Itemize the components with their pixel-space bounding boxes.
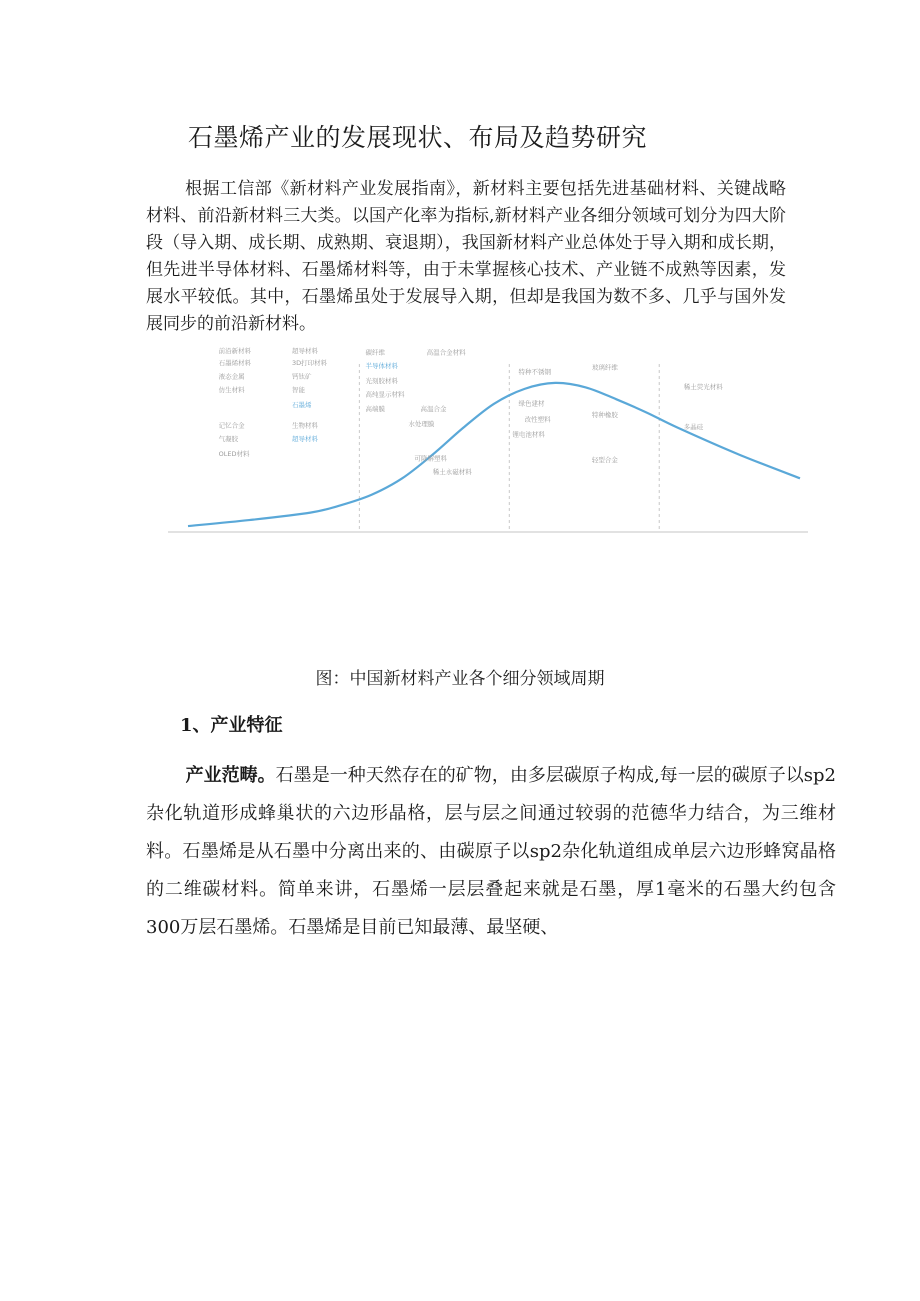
cycle-chart-svg (168, 347, 808, 540)
chart-label-33: 多晶硅 (683, 423, 704, 432)
industry-cycle-chart (168, 347, 808, 540)
figure-caption: 图：中国新材料产业各个细分领域周期 (315, 669, 605, 689)
chart-label-3: 石墨烯材料 (218, 359, 252, 368)
chart-label-5: 液态金属 (218, 372, 245, 381)
chart-label-21: 高温合金 (420, 405, 447, 414)
chart-label-25: 特种不锈钢 (518, 367, 551, 376)
chart-label-27: 绿色建材 (518, 399, 545, 408)
chart-label-20: 高端膜 (365, 405, 385, 414)
chart-label-31: 轻型合金 (591, 455, 618, 464)
chart-label-28: 特种橡胶 (591, 411, 618, 420)
chart-label-30: 锂电池材料 (512, 430, 545, 439)
body-lead: 产业范畴。 (185, 765, 276, 786)
section-heading: 1、产业特征 (180, 715, 283, 736)
chart-label-1: 前沿新材料 (218, 347, 252, 356)
chart-label-7: 仿生材料 (218, 385, 245, 394)
chart-label-13: 超导材料 (292, 435, 319, 444)
chart-label-22: 水处理膜 (408, 420, 435, 429)
body-text: 石墨是一种天然存在的矿物，由多层碳原子构成,每一层的碳原子以sp2杂化轨道形成蜂巢状的六边形晶格，层与层之间通过较弱的范德华力结合，为三维材料。石墨烯是从石墨中分离出来的、由碳原子以sp2杂化轨道组成单层六边形蜂窝晶格的二维碳材料。简单来讲，石墨烯一层层叠起来就是石墨，厚1毫米的石墨大约包含300万层石墨烯。石墨烯是目前已知最薄、最坚硬、 (146, 765, 837, 938)
chart-label-11: 生物材料 (292, 421, 319, 430)
chart-label-12: 气凝胶 (218, 435, 239, 444)
chart-label-4: 3D打印材料 (292, 359, 328, 368)
chart-label-15: 碳纤维 (365, 348, 385, 357)
chart-label-6: 钙钛矿 (292, 372, 312, 381)
chart-label-32: 稀土荧光材料 (683, 382, 723, 391)
intro-paragraph: 根据工信部《新材料产业发展指南》，新材料主要包括先进基础材料、关键战略材料、前沿新材料三大类。以国产化率为指标,新材料产业各细分领域可划分为四大阶段（导入期、成长期、成熟期、衰退期），我国新材料产业总体处于导入期和成长期，但先进半导体材料、石墨烯材料等，由于未掌握核心技术、产业链不成熟等因素，发展水平较低。其中，石墨烯虽处于发展导入期，但却是我国为数不多、几乎与国外发展同步的前沿新材料。 (146, 179, 786, 334)
chart-label-26: 玻璃纤维 (591, 363, 618, 372)
chart-label-8: 智能 (292, 385, 306, 394)
chart-label-16: 高温合金材料 (426, 348, 466, 357)
chart-label-9: 石墨烯 (292, 400, 312, 409)
body-paragraph (146, 757, 836, 947)
chart-label-10: 记忆合金 (218, 421, 245, 430)
chart-label-29: 改性塑料 (524, 415, 551, 424)
lifecycle-curve (188, 383, 800, 526)
chart-label-14: OLED材料 (218, 449, 250, 458)
chart-label-24: 稀土永磁材料 (432, 467, 472, 476)
chart-label-18: 光刻胶材料 (365, 376, 398, 385)
chart-label-23: 可降解塑料 (414, 454, 447, 463)
chart-label-19: 高纯显示材料 (365, 390, 405, 399)
chart-label-17: 半导体材料 (365, 362, 398, 370)
chart-label-2: 超导材料 (292, 347, 319, 356)
document-title: 石墨烯产业的发展现状、布局及趋势研究 (188, 123, 648, 152)
